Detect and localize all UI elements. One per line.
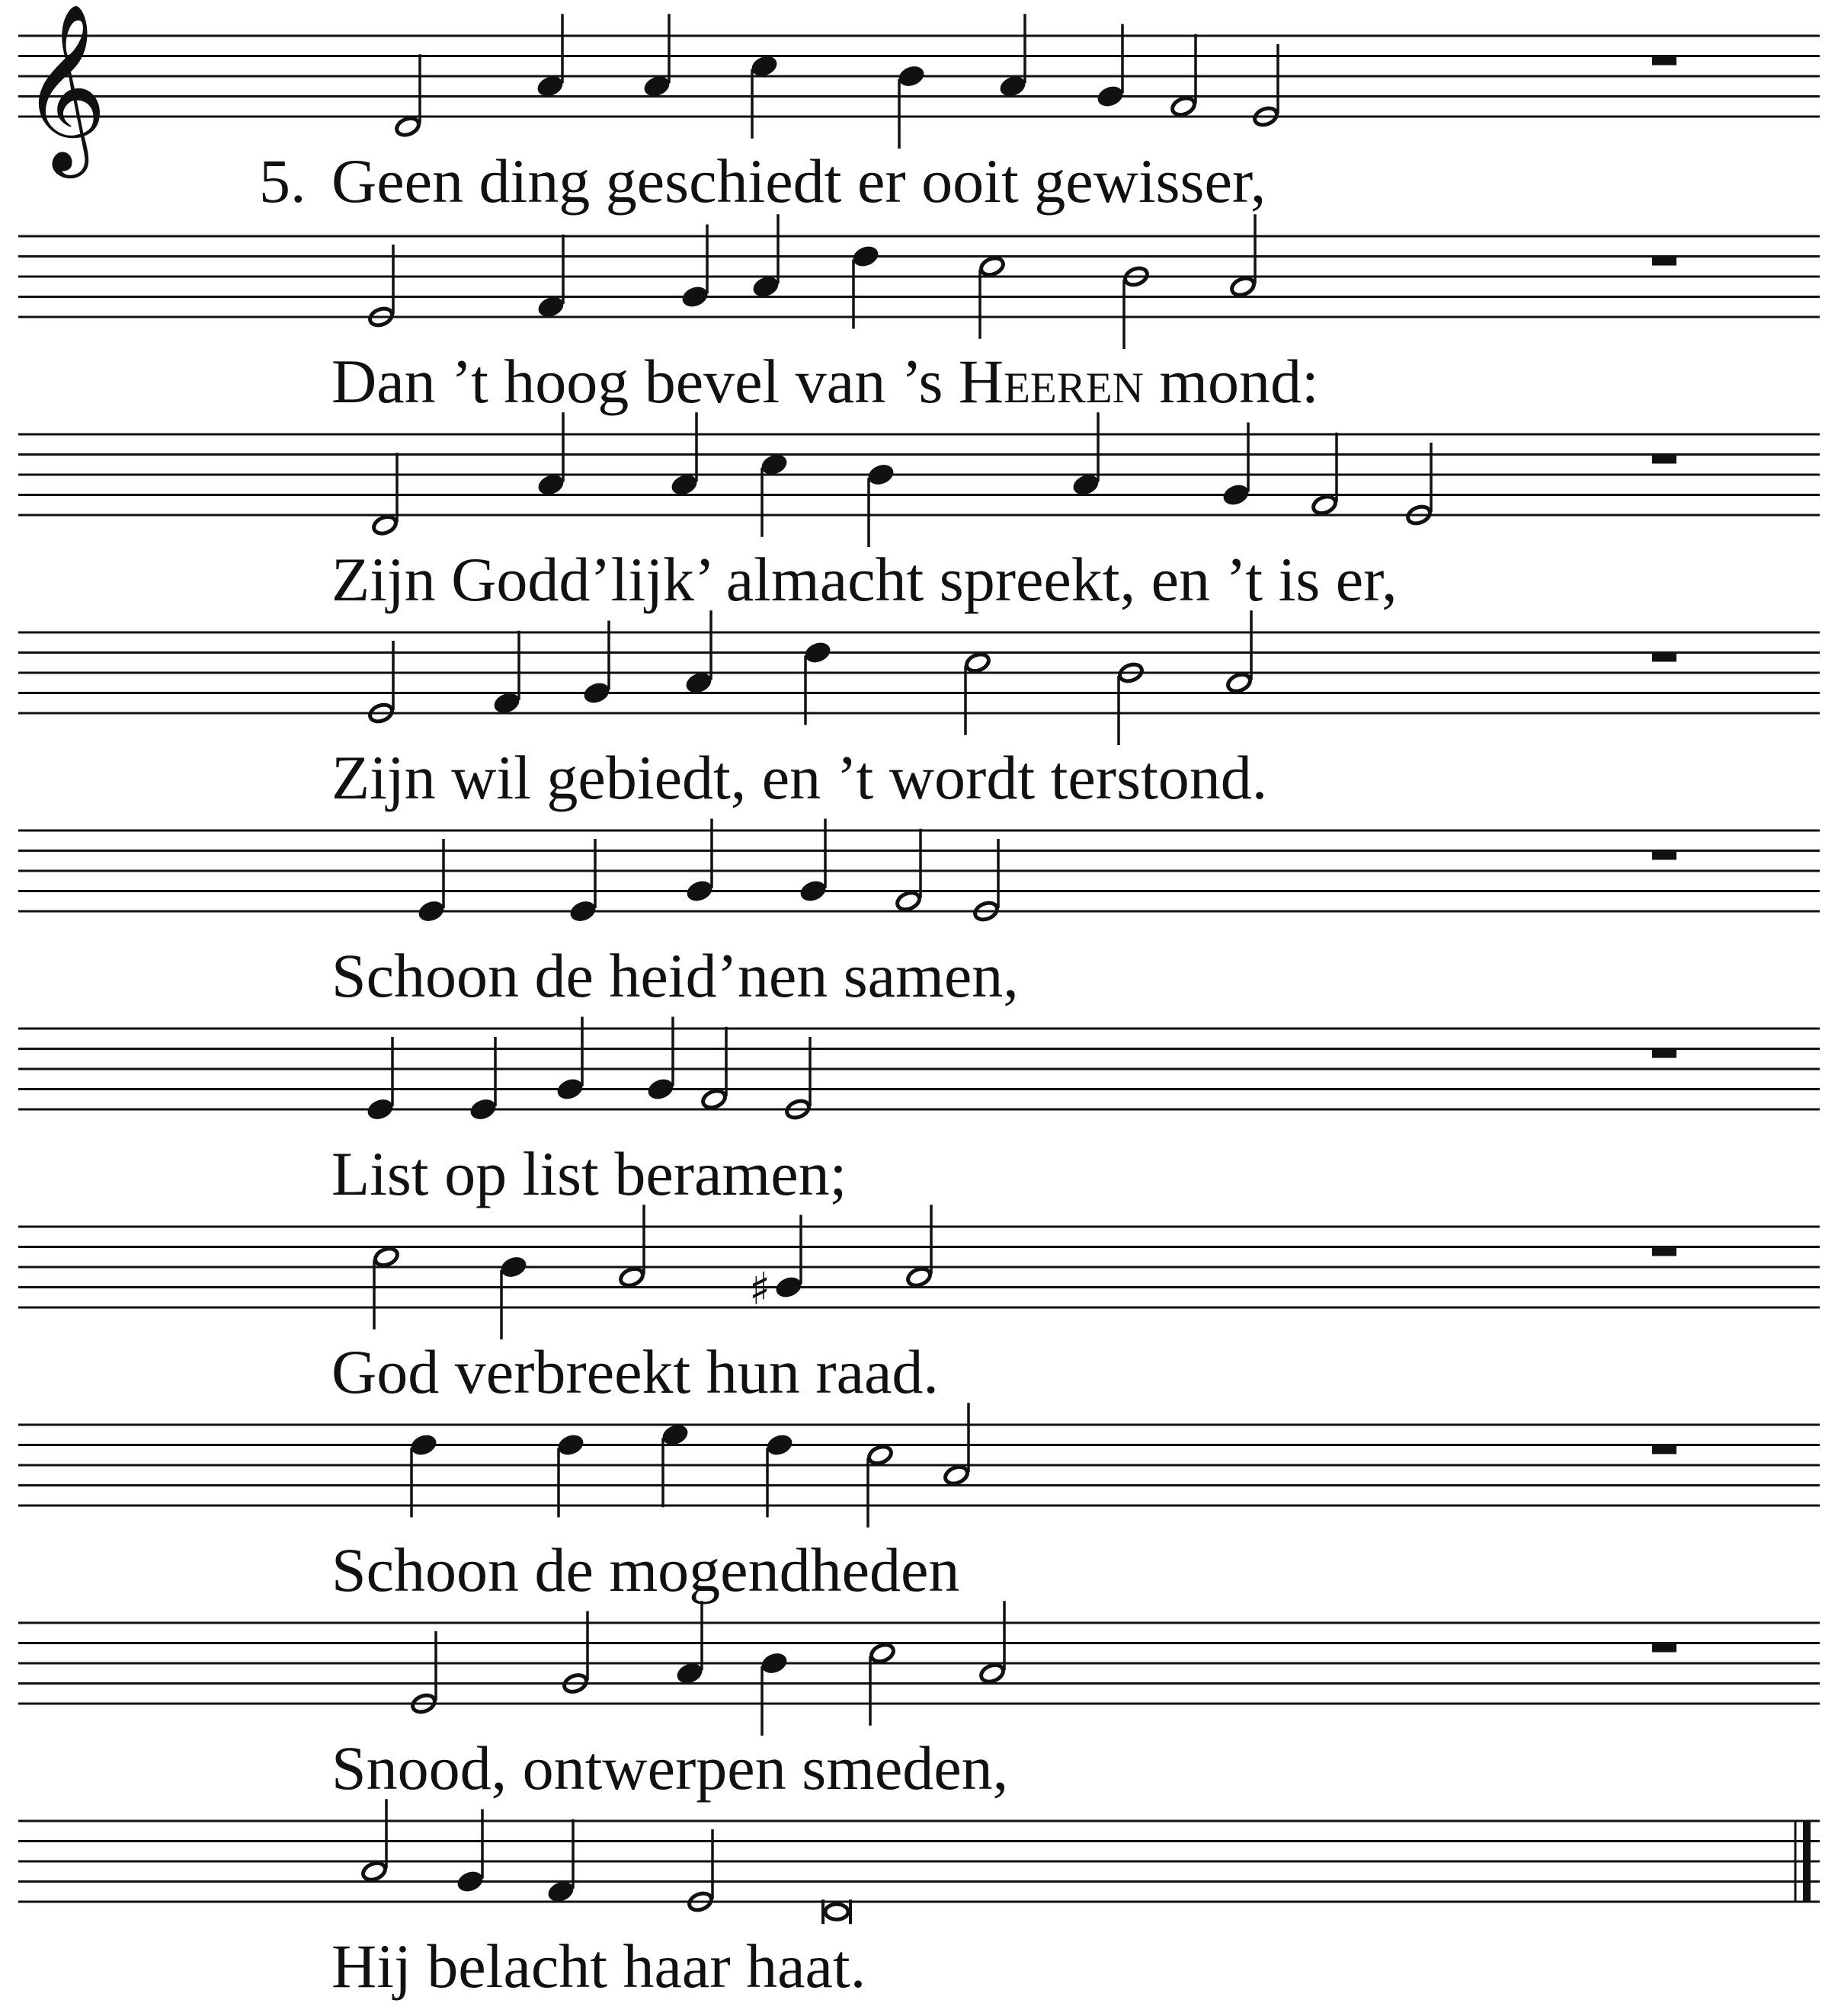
staff-system bbox=[18, 1601, 1820, 1736]
staff-system bbox=[18, 1205, 1820, 1339]
lyric-smallcaps: Heeren bbox=[958, 347, 1144, 416]
quarter-notehead bbox=[365, 1096, 396, 1123]
quarter-notehead bbox=[684, 878, 716, 904]
half-notehead bbox=[895, 890, 921, 913]
lyric-line: Geen ding geschiedt er ooit gewisser, bbox=[331, 146, 1266, 216]
lyric-segment: mond: bbox=[1143, 347, 1319, 416]
half-notehead bbox=[1225, 671, 1252, 694]
half-notehead bbox=[360, 1860, 387, 1883]
quarter-notehead bbox=[764, 1432, 796, 1458]
half-notehead bbox=[371, 514, 398, 536]
lyric-line: Schoon de heid’nen samen, bbox=[331, 941, 1019, 1010]
quarter-notehead bbox=[1095, 83, 1126, 110]
verse-number: 5. bbox=[259, 146, 306, 216]
half-notehead bbox=[1170, 95, 1196, 118]
half-notehead bbox=[978, 1662, 1005, 1685]
rest-icon bbox=[1652, 56, 1676, 66]
quarter-notehead bbox=[455, 1868, 486, 1895]
quarter-notehead bbox=[645, 1076, 677, 1102]
rest-icon bbox=[1652, 1247, 1676, 1256]
quarter-notehead bbox=[759, 1650, 790, 1677]
rest-icon bbox=[1652, 851, 1676, 860]
quarter-notehead bbox=[498, 1254, 530, 1281]
lyric-line: Snood, ontwerpen smeden, bbox=[331, 1733, 1009, 1803]
quarter-notehead bbox=[850, 243, 882, 270]
note bbox=[823, 1899, 850, 1924]
half-notehead bbox=[1311, 494, 1337, 517]
staff-system bbox=[18, 1403, 1820, 1528]
staff-system bbox=[18, 412, 1820, 547]
lyric-line bbox=[331, 347, 1319, 416]
half-notehead bbox=[978, 255, 1005, 278]
staff-system bbox=[18, 819, 1820, 925]
lyric-line: Zijn wil gebiedt, en ’t wordt terstond. bbox=[331, 743, 1268, 812]
note bbox=[866, 462, 897, 547]
quarter-notehead bbox=[896, 63, 927, 90]
quarter-notehead bbox=[416, 898, 447, 925]
rest-icon bbox=[1652, 1643, 1676, 1653]
quarter-notehead bbox=[798, 878, 829, 904]
rest-icon bbox=[1652, 1049, 1676, 1058]
note bbox=[1122, 265, 1149, 349]
quarter-notehead bbox=[581, 680, 613, 706]
half-notehead bbox=[1229, 275, 1256, 298]
half-notehead bbox=[964, 651, 991, 674]
half-notehead bbox=[373, 1246, 399, 1269]
staff-system bbox=[18, 1799, 1820, 1924]
quarter-notehead bbox=[568, 898, 599, 925]
note bbox=[749, 1215, 804, 1315]
quarter-notehead bbox=[555, 1076, 586, 1102]
half-notehead bbox=[943, 1464, 969, 1486]
lyric-line: Zijn Godd’lijk’ almacht spreekt, en ’t is er, bbox=[331, 545, 1398, 614]
sharp-icon: ♯ bbox=[749, 1262, 771, 1315]
rest-icon bbox=[1652, 1445, 1676, 1454]
rest-icon bbox=[1652, 455, 1676, 464]
lyric-line: Hij belacht haar haat. bbox=[331, 1931, 866, 2001]
treble-clef-icon: 𝄞 bbox=[21, 2, 107, 171]
lyric-segment: Dan ’t hoog bevel van ’s bbox=[331, 347, 959, 416]
note bbox=[498, 1254, 530, 1339]
half-notehead bbox=[394, 115, 421, 138]
rest-icon bbox=[1652, 653, 1676, 662]
staff-system bbox=[18, 214, 1820, 349]
quarter-notehead bbox=[556, 1432, 587, 1458]
staff-system bbox=[18, 1017, 1820, 1123]
note bbox=[896, 63, 927, 149]
half-notehead bbox=[869, 1642, 895, 1665]
half-notehead bbox=[866, 1444, 893, 1467]
quarter-notehead bbox=[773, 1274, 805, 1301]
quarter-notehead bbox=[1221, 482, 1252, 508]
quarter-notehead bbox=[408, 1432, 440, 1458]
quarter-notehead bbox=[680, 283, 711, 310]
note bbox=[759, 1650, 790, 1736]
lyric-line: List op list beramen; bbox=[331, 1139, 847, 1208]
quarter-notehead bbox=[468, 1096, 499, 1123]
lyric-line: God verbreekt hun raad. bbox=[331, 1337, 939, 1406]
staff-system bbox=[18, 610, 1820, 745]
quarter-notehead bbox=[866, 462, 897, 488]
half-notehead bbox=[700, 1088, 727, 1111]
breve-notehead bbox=[825, 1904, 848, 1919]
rest-icon bbox=[1652, 257, 1676, 266]
quarter-notehead bbox=[802, 639, 834, 666]
barline-thick bbox=[1803, 1821, 1811, 1902]
lyric-line: Schoon de mogendheden bbox=[331, 1535, 960, 1605]
note bbox=[1117, 661, 1144, 745]
half-notehead bbox=[905, 1266, 932, 1288]
half-notehead bbox=[618, 1266, 645, 1288]
